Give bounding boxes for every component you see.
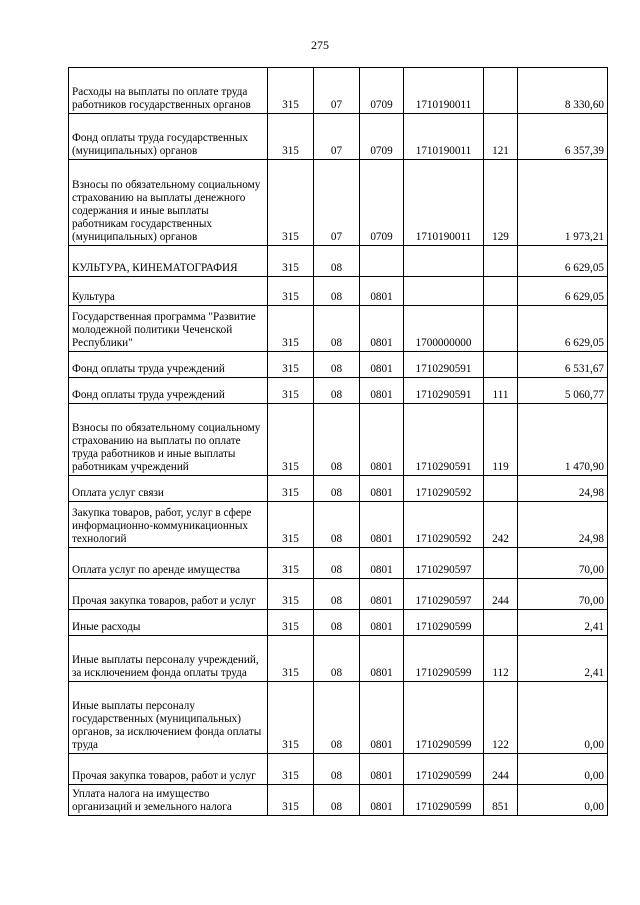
row-description: Фонд оплаты труда учреждений [69,378,268,404]
ved-code: 315 [268,502,314,548]
target-item-code: 1710290599 [404,785,484,816]
expense-type-code: 242 [484,502,518,548]
expense-type-code [484,352,518,378]
section-code: 08 [314,246,360,277]
section-code: 07 [314,114,360,160]
amount: 6 357,39 [518,114,608,160]
ved-code: 315 [268,378,314,404]
subsection-code: 0801 [360,610,404,636]
ved-code: 315 [268,682,314,754]
ved-code: 315 [268,548,314,579]
subsection-code: 0801 [360,352,404,378]
section-code: 08 [314,352,360,378]
table-row [69,352,608,378]
table-row [69,579,608,610]
table-row [69,68,608,114]
subsection-code: 0709 [360,68,404,114]
row-description: Взносы по обязательному социальному страхованию на выплаты денежного содержания и иные выплаты работникам государственных (муниципальных) органов [69,160,268,246]
section-code: 08 [314,378,360,404]
table-row [69,246,608,277]
row-description: Фонд оплаты труда учреждений [69,352,268,378]
subsection-code: 0801 [360,404,404,476]
table-row [69,404,608,476]
target-item-code: 1710190011 [404,114,484,160]
row-description: Закупка товаров, работ, услуг в сфере информационно-коммуникационных технологий [69,502,268,548]
section-code: 08 [314,579,360,610]
ved-code: 315 [268,785,314,816]
expense-type-code: 112 [484,636,518,682]
row-description: Расходы на выплаты по оплате труда работников государственных органов [69,68,268,114]
row-description: Уплата налога на имущество организаций и земельного налога [69,785,268,816]
table-row [69,306,608,352]
expense-type-code [484,246,518,277]
table-row [69,476,608,502]
table-row [69,114,608,160]
amount: 24,98 [518,502,608,548]
subsection-code: 0709 [360,114,404,160]
section-code: 08 [314,306,360,352]
section-code: 08 [314,785,360,816]
row-description: Иные выплаты персоналу государственных (муниципальных) органов, за исключением фонда оплаты труда [69,682,268,754]
section-code: 08 [314,404,360,476]
target-item-code: 1710290599 [404,636,484,682]
subsection-code: 0709 [360,160,404,246]
amount: 2,41 [518,610,608,636]
expense-type-code: 129 [484,160,518,246]
subsection-code: 0801 [360,502,404,548]
expense-type-code: 121 [484,114,518,160]
amount: 24,98 [518,476,608,502]
subsection-code: 0801 [360,636,404,682]
ved-code: 315 [268,277,314,306]
target-item-code: 1710290597 [404,548,484,579]
section-code: 08 [314,682,360,754]
subsection-code: 0801 [360,579,404,610]
row-description: Взносы по обязательному социальному страхованию на выплаты по оплате труда работников и иные выплаты работникам учреждений [69,404,268,476]
expense-type-code [484,610,518,636]
table-row [69,785,608,816]
section-code: 08 [314,754,360,785]
section-code: 08 [314,548,360,579]
amount: 6 629,05 [518,306,608,352]
row-description: Культура [69,277,268,306]
section-code: 08 [314,610,360,636]
target-item-code: 1710290591 [404,404,484,476]
ved-code: 315 [268,352,314,378]
ved-code: 315 [268,579,314,610]
ved-code: 315 [268,404,314,476]
section-code: 07 [314,160,360,246]
section-code: 07 [314,68,360,114]
section-code: 08 [314,502,360,548]
table-row [69,160,608,246]
subsection-code: 0801 [360,754,404,785]
expense-type-code [484,306,518,352]
amount: 1 470,90 [518,404,608,476]
expense-type-code: 851 [484,785,518,816]
amount: 0,00 [518,682,608,754]
amount: 2,41 [518,636,608,682]
section-code: 08 [314,277,360,306]
target-item-code: 1710290592 [404,476,484,502]
row-description: Оплата услуг по аренде имущества [69,548,268,579]
page-number: 275 [311,38,329,52]
amount: 70,00 [518,579,608,610]
target-item-code [404,277,484,306]
target-item-code: 1710290597 [404,579,484,610]
subsection-code: 0801 [360,378,404,404]
amount: 5 060,77 [518,378,608,404]
row-description: Прочая закупка товаров, работ и услуг [69,579,268,610]
expense-type-code: 122 [484,682,518,754]
table-row [69,754,608,785]
row-description: Оплата услуг связи [69,476,268,502]
expense-type-code [484,476,518,502]
expense-type-code [484,277,518,306]
amount: 0,00 [518,785,608,816]
target-item-code: 1710290599 [404,682,484,754]
subsection-code: 0801 [360,682,404,754]
target-item-code: 1710290592 [404,502,484,548]
subsection-code: 0801 [360,785,404,816]
table-row [69,277,608,306]
ved-code: 315 [268,476,314,502]
target-item-code: 1710290591 [404,378,484,404]
ved-code: 315 [268,246,314,277]
ved-code: 315 [268,114,314,160]
target-item-code: 1710290591 [404,352,484,378]
target-item-code: 1710190011 [404,160,484,246]
target-item-code: 1710290599 [404,610,484,636]
row-description: Фонд оплаты труда государственных (муниципальных) органов [69,114,268,160]
target-item-code [404,246,484,277]
expense-type-code: 119 [484,404,518,476]
table-row [69,610,608,636]
subsection-code: 0801 [360,548,404,579]
expense-type-code [484,548,518,579]
expense-type-code: 244 [484,579,518,610]
subsection-code: 0801 [360,476,404,502]
row-description: КУЛЬТУРА, КИНЕМАТОГРАФИЯ [69,246,268,277]
row-description: Прочая закупка товаров, работ и услуг [69,754,268,785]
target-item-code: 1710290599 [404,754,484,785]
target-item-code: 1700000000 [404,306,484,352]
subsection-code [360,246,404,277]
amount: 8 330,60 [518,68,608,114]
target-item-code: 1710190011 [404,68,484,114]
ved-code: 315 [268,636,314,682]
expense-type-code: 111 [484,378,518,404]
amount: 6 629,05 [518,246,608,277]
row-description: Иные расходы [69,610,268,636]
subsection-code: 0801 [360,277,404,306]
subsection-code: 0801 [360,306,404,352]
amount: 6 531,67 [518,352,608,378]
section-code: 08 [314,636,360,682]
table-row [69,548,608,579]
ved-code: 315 [268,68,314,114]
ved-code: 315 [268,610,314,636]
ved-code: 315 [268,306,314,352]
expense-type-code [484,68,518,114]
row-description: Государственная программа "Развитие молодежной политики Чеченской Республики" [69,306,268,352]
amount: 6 629,05 [518,277,608,306]
amount: 70,00 [518,548,608,579]
amount: 1 973,21 [518,160,608,246]
table-row [69,682,608,754]
amount: 0,00 [518,754,608,785]
section-code: 08 [314,476,360,502]
table-row [69,636,608,682]
budget-table [68,67,608,816]
ved-code: 315 [268,754,314,785]
table-row [69,378,608,404]
ved-code: 315 [268,160,314,246]
row-description: Иные выплаты персоналу учреждений, за исключением фонда оплаты труда [69,636,268,682]
expense-type-code: 244 [484,754,518,785]
table-row [69,502,608,548]
